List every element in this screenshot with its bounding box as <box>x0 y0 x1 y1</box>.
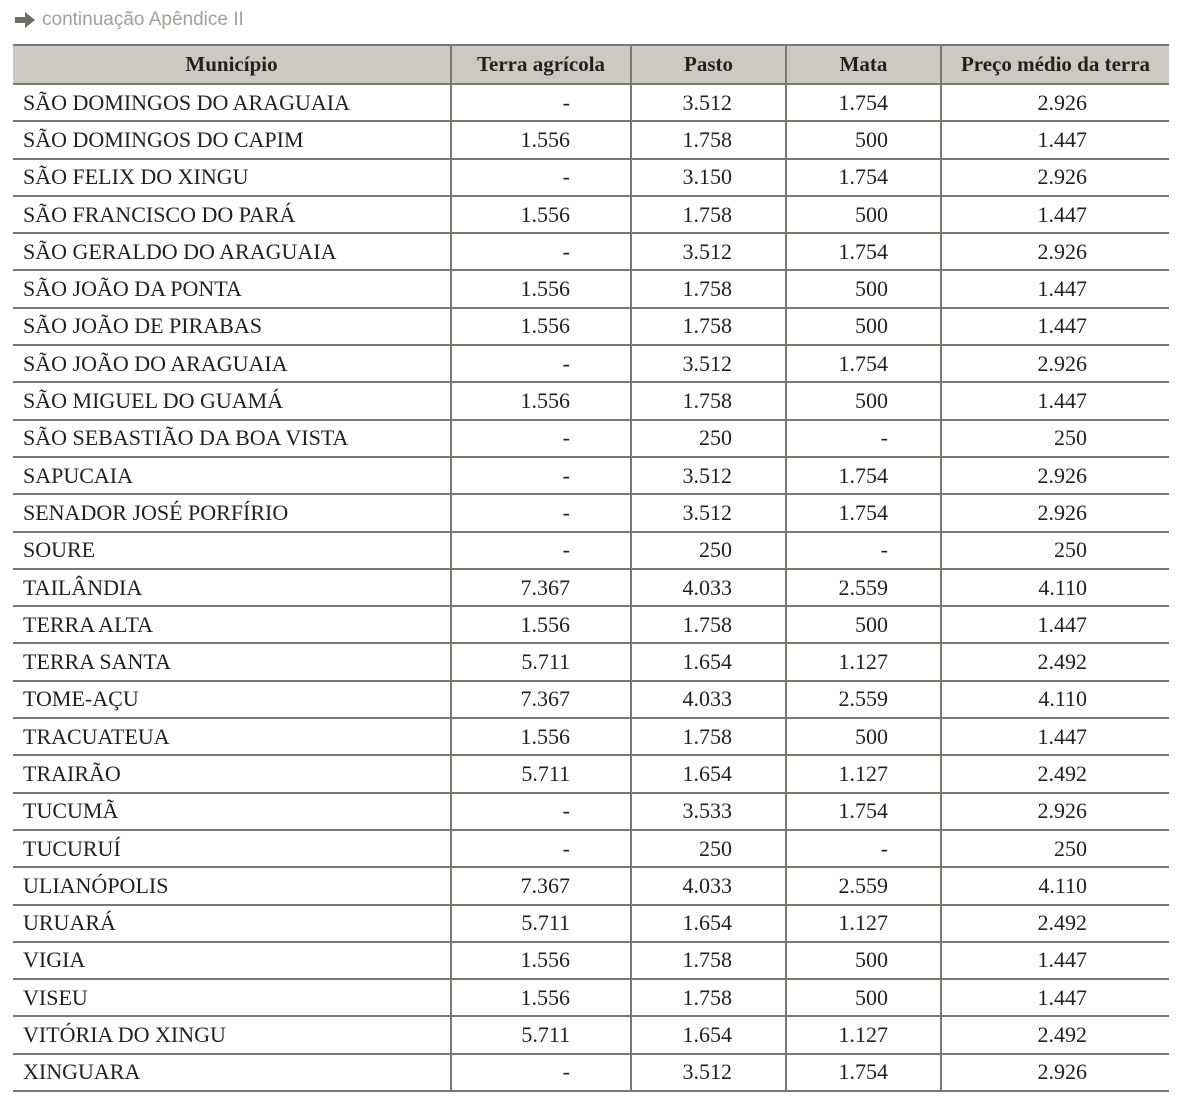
cell-preco-medio: 2.926 <box>941 1054 1169 1091</box>
cell-terra-agricola: 5.711 <box>451 905 631 942</box>
cell-terra-agricola: - <box>451 159 631 196</box>
cell-terra-agricola: 5.711 <box>451 643 631 680</box>
cell-pasto: 1.758 <box>631 979 786 1016</box>
cell-municipio: XINGUARA <box>13 1054 451 1091</box>
cell-mata: - <box>786 420 941 457</box>
cell-municipio: SÃO JOÃO DO ARAGUAIA <box>13 345 451 382</box>
cell-terra-agricola: - <box>451 84 631 121</box>
cell-mata: 1.754 <box>786 233 941 270</box>
cell-preco-medio: 2.492 <box>941 1016 1169 1053</box>
column-header-mata: Mata <box>786 45 941 84</box>
cell-municipio: VISEU <box>13 979 451 1016</box>
cell-terra-agricola: - <box>451 793 631 830</box>
cell-preco-medio: 1.447 <box>941 606 1169 643</box>
cell-mata: 1.127 <box>786 1016 941 1053</box>
continuation-text: continuação Apêndice II <box>42 9 244 30</box>
cell-pasto: 250 <box>631 830 786 867</box>
cell-mata: 1.127 <box>786 643 941 680</box>
cell-terra-agricola: 1.556 <box>451 382 631 419</box>
table-row <box>13 755 1169 792</box>
cell-preco-medio: 1.447 <box>941 942 1169 979</box>
cell-municipio: TUCUMÃ <box>13 793 451 830</box>
table-row <box>13 1054 1169 1091</box>
cell-preco-medio: 4.110 <box>941 867 1169 904</box>
cell-preco-medio: 250 <box>941 830 1169 867</box>
cell-mata: - <box>786 830 941 867</box>
cell-mata: 500 <box>786 270 941 307</box>
cell-preco-medio: 2.926 <box>941 345 1169 382</box>
cell-municipio: TRAIRÃO <box>13 755 451 792</box>
cell-municipio: VITÓRIA DO XINGU <box>13 1016 451 1053</box>
column-header-terra-agricola: Terra agrícola <box>451 45 631 84</box>
cell-terra-agricola: - <box>451 420 631 457</box>
cell-municipio: TOME-AÇU <box>13 681 451 718</box>
cell-preco-medio: 2.492 <box>941 755 1169 792</box>
cell-pasto: 1.758 <box>631 718 786 755</box>
cell-mata: 2.559 <box>786 867 941 904</box>
column-header-municipio: Município <box>13 45 451 84</box>
cell-municipio: SÃO JOÃO DE PIRABAS <box>13 308 451 345</box>
cell-terra-agricola: - <box>451 830 631 867</box>
cell-preco-medio: 2.926 <box>941 457 1169 494</box>
cell-terra-agricola: 1.556 <box>451 121 631 158</box>
cell-terra-agricola: - <box>451 532 631 569</box>
table-row <box>13 121 1169 158</box>
cell-pasto: 3.533 <box>631 793 786 830</box>
cell-preco-medio: 2.926 <box>941 159 1169 196</box>
cell-municipio: VIGIA <box>13 942 451 979</box>
table-row <box>13 308 1169 345</box>
cell-pasto: 1.654 <box>631 643 786 680</box>
cell-preco-medio: 2.926 <box>941 494 1169 531</box>
cell-municipio: SÃO FELIX DO XINGU <box>13 159 451 196</box>
cell-pasto: 3.512 <box>631 457 786 494</box>
cell-terra-agricola: 1.556 <box>451 942 631 979</box>
cell-pasto: 4.033 <box>631 569 786 606</box>
table-row <box>13 979 1169 1016</box>
cell-pasto: 1.758 <box>631 121 786 158</box>
cell-municipio: TUCURUÍ <box>13 830 451 867</box>
cell-preco-medio: 1.447 <box>941 270 1169 307</box>
cell-municipio: TERRA SANTA <box>13 643 451 680</box>
cell-terra-agricola: 1.556 <box>451 606 631 643</box>
cell-terra-agricola: - <box>451 457 631 494</box>
cell-preco-medio: 1.447 <box>941 196 1169 233</box>
cell-preco-medio: 250 <box>941 420 1169 457</box>
cell-municipio: SÃO FRANCISCO DO PARÁ <box>13 196 451 233</box>
table-header-row <box>13 45 1169 84</box>
table-row <box>13 270 1169 307</box>
cell-preco-medio: 1.447 <box>941 718 1169 755</box>
cell-mata: 500 <box>786 121 941 158</box>
cell-mata: 500 <box>786 718 941 755</box>
cell-mata: 1.754 <box>786 793 941 830</box>
cell-mata: 1.127 <box>786 755 941 792</box>
cell-terra-agricola: 1.556 <box>451 196 631 233</box>
cell-mata: - <box>786 532 941 569</box>
cell-pasto: 1.654 <box>631 755 786 792</box>
cell-municipio: ULIANÓPOLIS <box>13 867 451 904</box>
table-row <box>13 494 1169 531</box>
cell-mata: 1.754 <box>786 159 941 196</box>
cell-preco-medio: 4.110 <box>941 569 1169 606</box>
cell-preco-medio: 1.447 <box>941 979 1169 1016</box>
table-row <box>13 420 1169 457</box>
cell-municipio: TRACUATEUA <box>13 718 451 755</box>
cell-pasto: 1.758 <box>631 308 786 345</box>
cell-pasto: 3.512 <box>631 494 786 531</box>
cell-terra-agricola: - <box>451 494 631 531</box>
cell-mata: 1.754 <box>786 1054 941 1091</box>
cell-municipio: SÃO JOÃO DA PONTA <box>13 270 451 307</box>
column-header-pasto: Pasto <box>631 45 786 84</box>
cell-pasto: 1.758 <box>631 606 786 643</box>
cell-municipio: SÃO MIGUEL DO GUAMÁ <box>13 382 451 419</box>
cell-mata: 2.559 <box>786 681 941 718</box>
cell-terra-agricola: 5.711 <box>451 755 631 792</box>
cell-preco-medio: 4.110 <box>941 681 1169 718</box>
table-row <box>13 345 1169 382</box>
table-row <box>13 569 1169 606</box>
cell-municipio: SOURE <box>13 532 451 569</box>
cell-terra-agricola: 1.556 <box>451 718 631 755</box>
cell-mata: 500 <box>786 606 941 643</box>
column-header-preco-medio: Preço médio da terra <box>941 45 1169 84</box>
cell-pasto: 1.758 <box>631 196 786 233</box>
cell-terra-agricola: - <box>451 345 631 382</box>
cell-pasto: 4.033 <box>631 681 786 718</box>
cell-preco-medio: 2.926 <box>941 84 1169 121</box>
cell-mata: 2.559 <box>786 569 941 606</box>
cell-preco-medio: 2.926 <box>941 793 1169 830</box>
cell-municipio: SÃO GERALDO DO ARAGUAIA <box>13 233 451 270</box>
cell-pasto: 250 <box>631 532 786 569</box>
cell-mata: 500 <box>786 382 941 419</box>
table-row <box>13 233 1169 270</box>
cell-terra-agricola: 7.367 <box>451 867 631 904</box>
table-row <box>13 457 1169 494</box>
cell-terra-agricola: - <box>451 1054 631 1091</box>
cell-preco-medio: 1.447 <box>941 382 1169 419</box>
cell-pasto: 1.654 <box>631 1016 786 1053</box>
cell-pasto: 3.512 <box>631 233 786 270</box>
continuation-note <box>14 6 244 34</box>
cell-pasto: 4.033 <box>631 867 786 904</box>
cell-mata: 1.754 <box>786 84 941 121</box>
cell-terra-agricola: 1.556 <box>451 270 631 307</box>
cell-municipio: TERRA ALTA <box>13 606 451 643</box>
cell-preco-medio: 250 <box>941 532 1169 569</box>
table-row <box>13 905 1169 942</box>
cell-pasto: 1.758 <box>631 270 786 307</box>
cell-pasto: 250 <box>631 420 786 457</box>
cell-mata: 500 <box>786 196 941 233</box>
arrow-right-icon <box>14 11 36 29</box>
cell-pasto: 3.150 <box>631 159 786 196</box>
table-row <box>13 643 1169 680</box>
cell-pasto: 1.758 <box>631 382 786 419</box>
table-row <box>13 1016 1169 1053</box>
cell-municipio: TAILÂNDIA <box>13 569 451 606</box>
cell-pasto: 3.512 <box>631 84 786 121</box>
table-row <box>13 84 1169 121</box>
table-row <box>13 942 1169 979</box>
table-row <box>13 681 1169 718</box>
cell-mata: 1.754 <box>786 345 941 382</box>
cell-preco-medio: 2.492 <box>941 643 1169 680</box>
table-row <box>13 867 1169 904</box>
cell-mata: 500 <box>786 979 941 1016</box>
cell-preco-medio: 2.926 <box>941 233 1169 270</box>
table-row <box>13 532 1169 569</box>
cell-mata: 500 <box>786 942 941 979</box>
table-row <box>13 159 1169 196</box>
cell-mata: 500 <box>786 308 941 345</box>
cell-mata: 1.754 <box>786 494 941 531</box>
land-price-table <box>13 44 1169 1092</box>
table-row <box>13 830 1169 867</box>
table-row <box>13 793 1169 830</box>
cell-preco-medio: 1.447 <box>941 308 1169 345</box>
cell-municipio: SÃO DOMINGOS DO ARAGUAIA <box>13 84 451 121</box>
cell-pasto: 3.512 <box>631 1054 786 1091</box>
cell-pasto: 1.758 <box>631 942 786 979</box>
cell-terra-agricola: 7.367 <box>451 569 631 606</box>
cell-municipio: SÃO DOMINGOS DO CAPIM <box>13 121 451 158</box>
cell-terra-agricola: 1.556 <box>451 979 631 1016</box>
cell-terra-agricola: 1.556 <box>451 308 631 345</box>
cell-municipio: URUARÁ <box>13 905 451 942</box>
cell-terra-agricola: - <box>451 233 631 270</box>
cell-municipio: SENADOR JOSÉ PORFÍRIO <box>13 494 451 531</box>
table-row <box>13 718 1169 755</box>
cell-mata: 1.754 <box>786 457 941 494</box>
table-body <box>13 84 1169 1091</box>
cell-pasto: 3.512 <box>631 345 786 382</box>
cell-mata: 1.127 <box>786 905 941 942</box>
cell-preco-medio: 1.447 <box>941 121 1169 158</box>
cell-pasto: 1.654 <box>631 905 786 942</box>
table-row <box>13 606 1169 643</box>
cell-municipio: SÃO SEBASTIÃO DA BOA VISTA <box>13 420 451 457</box>
cell-preco-medio: 2.492 <box>941 905 1169 942</box>
table-row <box>13 196 1169 233</box>
cell-municipio: SAPUCAIA <box>13 457 451 494</box>
cell-terra-agricola: 7.367 <box>451 681 631 718</box>
cell-terra-agricola: 5.711 <box>451 1016 631 1053</box>
table-row <box>13 382 1169 419</box>
